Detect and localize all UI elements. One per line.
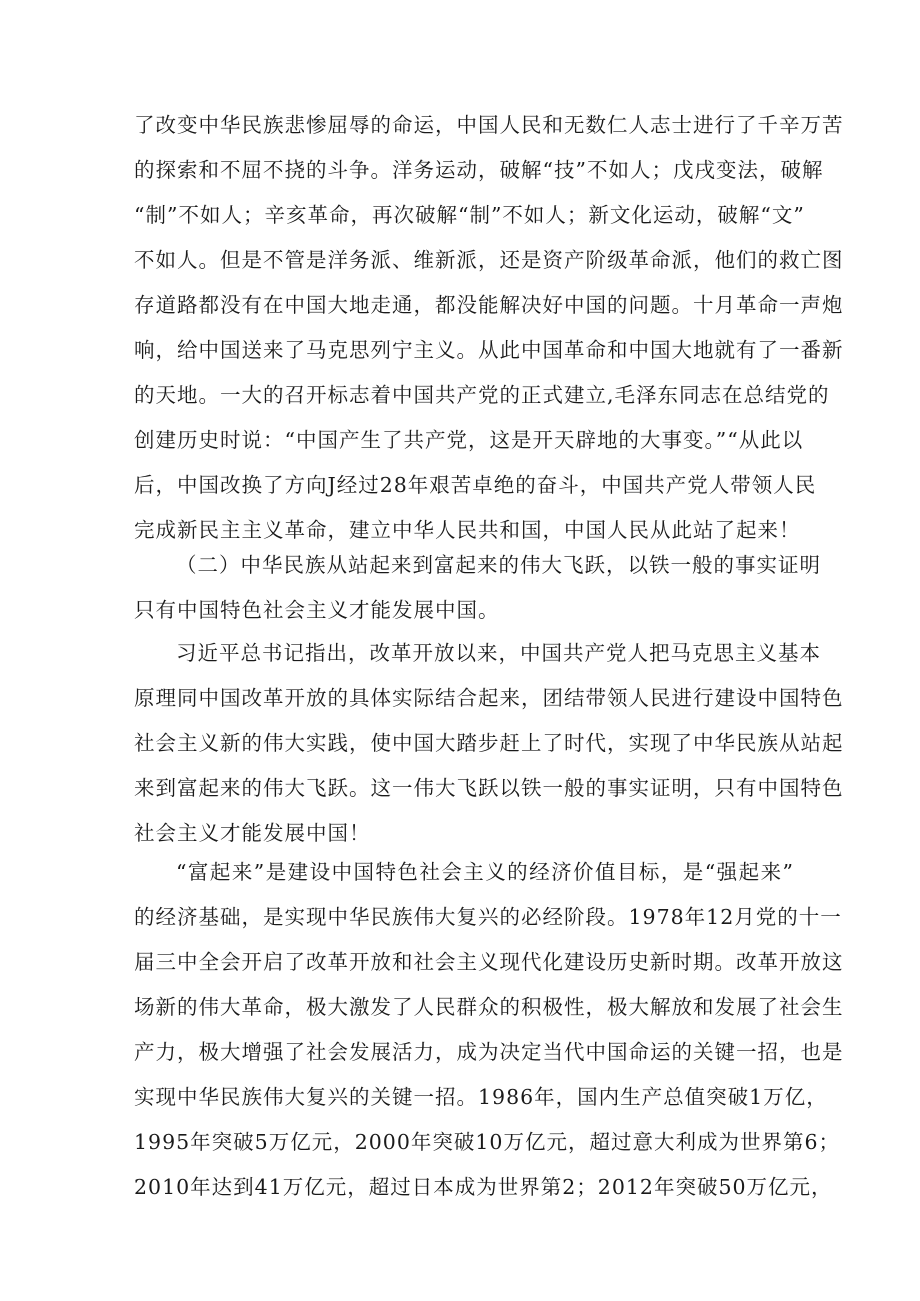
text-line: （二）中华民族从站起来到富起来的伟大飞跃，以铁一般的事实证明 [176,553,821,577]
text-line: 后，中国改换了方向J经过28年艰苦卓绝的奋斗，中国共产党人带领人民 [134,473,817,497]
section-heading-2 [134,543,821,633]
text-line: 产力，极大增强了社会发展活力，成为决定当代中国命运的关键一招，也是 [134,1040,844,1064]
text-line: “富起来”是建设中国特色社会主义的经济价值目标，是“强起来” [176,860,794,884]
text-line: 的探索和不屈不挠的斗争。洋务运动，破解“技”不如人；戊戌变法，破解 [134,158,824,182]
text-line: 2010年达到41万亿元，超过日本成为世界第2；2012年突破50万亿元， [134,1175,833,1199]
text-line: 社会主义才能发展中国！ [134,821,371,845]
text-line: 不如人。但是不管是洋务派、维新派，还是资产阶级革命派，他们的救亡图 [134,248,844,272]
paragraph-4 [134,850,844,1210]
text-line: “制”不如人；辛亥革命，再次破解“制”不如人；新文化运动，破解“文” [134,203,805,227]
paragraph-3 [134,631,844,856]
text-line: 场新的伟大革命，极大激发了人民群众的积极性，极大解放和发展了社会生 [134,995,844,1019]
text-line: 响，给中国送来了马克思列宁主义。从此中国革命和中国大地就有了一番新 [134,338,844,362]
text-line: 存道路都没有在中国大地走通，都没能解决好中国的问题。十月革命一声炮 [134,293,844,317]
text-line: 社会主义新的伟大实践，使中国大踏步赶上了时代，实现了中华民族从站起 [134,731,844,755]
text-line: 届三中全会开启了改革开放和社会主义现代化建设历史新时期。改革开放这 [134,950,844,974]
text-line: 创建历史时说：“中国产生了共产党，这是开天辟地的大事变。”“从此以 [134,428,804,452]
text-line: 了改变中华民族悲惨屈辱的命运，中国人民和无数仁人志士进行了千辛万苦 [134,113,844,137]
text-line: 习近平总书记指出，改革开放以来，中国共产党人把马克思主义基本 [176,641,821,665]
text-line: 的天地。一大的召开标志着中国共产党的正式建立,毛泽东同志在总结党的 [134,383,830,407]
text-line: 来到富起来的伟大飞跃。这一伟大飞跃以铁一般的事实证明，只有中国特色 [134,776,844,800]
text-line: 1995年突破5万亿元，2000年突破10万亿元，超过意大利成为世界第6； [134,1130,841,1154]
text-line: 只有中国特色社会主义才能发展中国。 [134,598,500,622]
text-line: 完成新民主主义革命，建立中华人民共和国，中国人民从此站了起来！ [134,518,801,542]
text-line: 实现中华民族伟大复兴的关键一招。1986年，国内生产总值突破1万亿， [134,1085,828,1109]
text-line: 原理同中国改革开放的具体实际结合起来，团结带领人民进行建设中国特色 [134,686,844,710]
text-line: 的经济基础，是实现中华民族伟大复兴的必经阶段。1978年12月党的十一 [134,905,842,929]
paragraph-1 [134,103,844,553]
